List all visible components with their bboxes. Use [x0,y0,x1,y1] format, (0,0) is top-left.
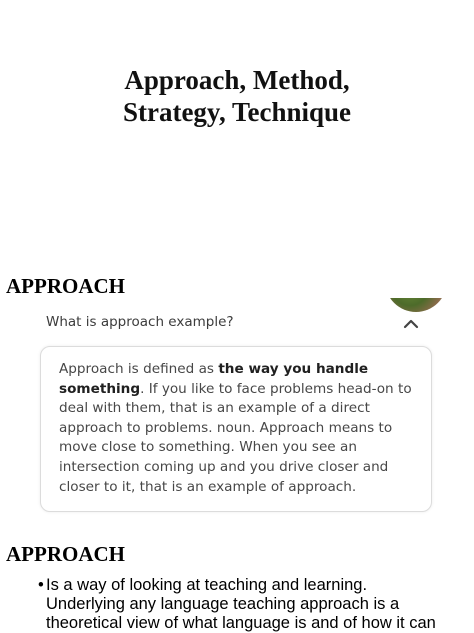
slide-title [0,64,474,128]
decorative-image-fragment [385,298,447,312]
bullet-line-1: Is a way of looking at teaching and learning. [46,576,368,594]
faq-answer-text-1: Approach is defined as [59,361,219,377]
chevron-up-icon[interactable] [403,317,419,329]
faq-answer-highlight: the way you handle something [59,361,369,397]
faq-answer-text-2: . If you like to face problems head-on to deal with them, that is an example of a direct approach to problems. noun. Approach means to move close to something. When you see an intersection coming up and you drive closer and closer to it, that is an example of approach. [59,380,412,495]
bullet-marker: • [38,576,44,594]
section-heading-approach-1: APPROACH [6,274,125,298]
faq-question[interactable]: What is approach example? [46,314,234,330]
bullet-line-2: Underlying any language teaching approach is a [46,595,400,613]
faq-answer-card [40,346,432,512]
slide-title-line-2: Strategy, Technique [122,97,352,127]
slide-title-line-1: Approach, Method, [124,65,350,95]
section-heading-approach-2: APPROACH [6,542,125,566]
bullet-item [38,576,474,633]
bullet-line-3: theoretical view of what language is and of how it can [46,614,436,632]
